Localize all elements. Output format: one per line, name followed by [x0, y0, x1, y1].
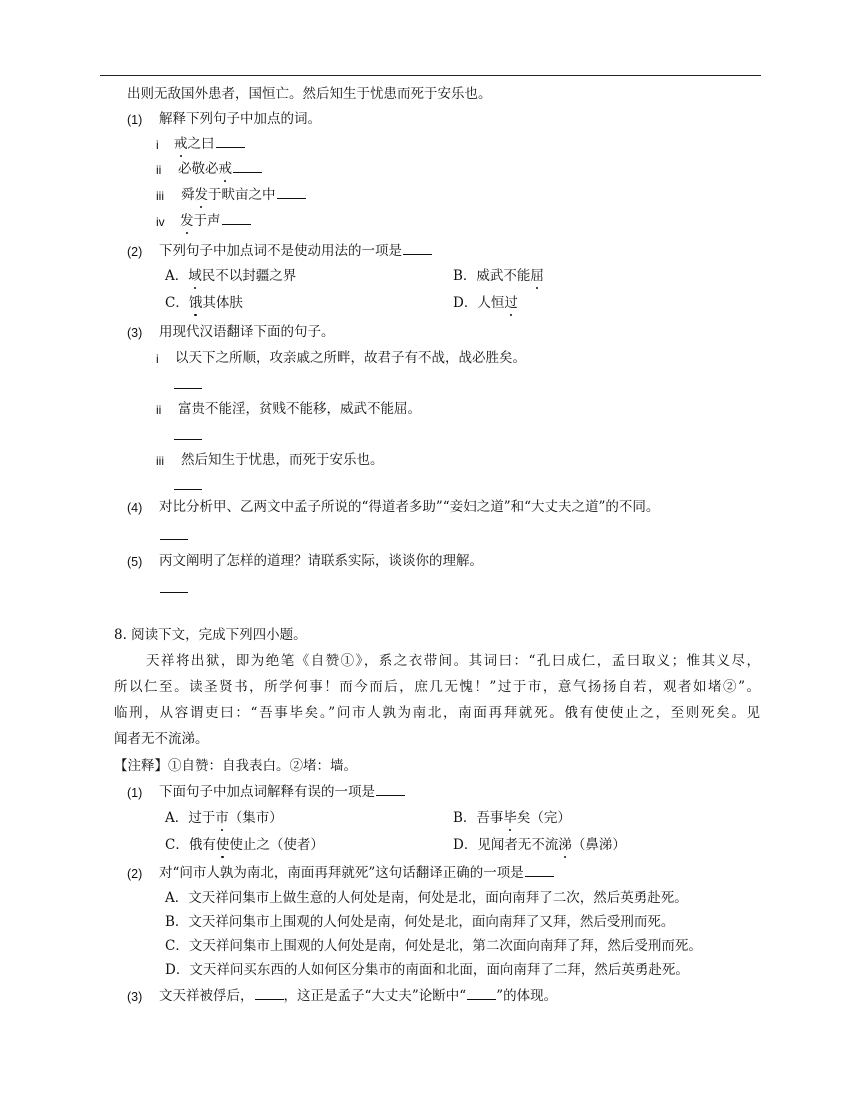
q2-option-d[interactable]: D．人恒过: [453, 295, 518, 311]
q3-number: (3): [127, 326, 143, 340]
emphasis-dot-word: 饿: [188, 295, 203, 311]
emphasis-dot-word: 毕: [503, 810, 517, 826]
emphasis-dot-word: 戒: [218, 161, 232, 177]
s8-q3-text: 文天祥被俘后， ，这正是孟子“大丈夫”论断中“ ”的体现。: [159, 988, 558, 1004]
emphasis-dot-word: 过: [504, 295, 518, 311]
emphasis-dot-word: 发: [180, 213, 194, 229]
answer-blank[interactable]: [467, 987, 496, 1000]
q5-text: 丙文阐明了怎样的道理？请联系实际，谈谈你的理解。: [159, 553, 483, 569]
s8-q1-option-b[interactable]: B．吾事毕矣（完）: [453, 810, 571, 826]
intro-line: 出则无敌国外患者，国恒亡。然后知生于忧患而死于安乐也。: [127, 86, 492, 102]
s8-q3-number: (3): [127, 990, 143, 1004]
q2-option-c[interactable]: C．饿其体肤: [165, 295, 243, 311]
answer-blank[interactable]: [277, 186, 306, 199]
emphasis-dot-word: 发: [194, 187, 208, 203]
emphasis-dot-word: 域: [188, 268, 202, 284]
q1-item: 舜发于畎亩之中: [181, 186, 306, 204]
s8-q2-option-a[interactable]: A．文天祥问集市上做生意的人何处是南，何处是北，面向南拜了二次，然后英勇赴死。: [165, 890, 688, 906]
q3-item: 然后知生于忧患，而死于安乐也。: [181, 452, 384, 468]
q2-number: (2): [127, 245, 143, 259]
answer-blank[interactable]: [216, 135, 245, 148]
q3-item: 富贵不能淫，贫贱不能移，威武不能屈。: [178, 401, 421, 417]
emphasis-dot-word: 屈: [530, 268, 544, 284]
answer-blank[interactable]: [255, 987, 284, 1000]
header-rule: [100, 75, 761, 76]
answer-blank[interactable]: [376, 783, 405, 796]
answer-blank[interactable]: [174, 439, 202, 440]
q5-number: (5): [127, 555, 143, 569]
answer-blank[interactable]: [233, 160, 262, 173]
q4-text: 对比分析甲、乙两文中孟子所说的“得道者多助”“妾妇之道”和“大丈夫之道”的不同。: [159, 499, 660, 515]
q1-item-roman: ii: [156, 163, 162, 177]
s8-q1-option-d[interactable]: D．见闻者无不流涕（鼻涕）: [453, 837, 626, 853]
q3-item-roman: iii: [156, 454, 164, 468]
q2-option-a[interactable]: A．域民不以封疆之界: [165, 268, 297, 284]
s8-q2-option-b[interactable]: B．文天祥问集市上围观的人何处是南，何处是北，面向南拜了又拜，然后受刑而死。: [165, 914, 675, 930]
q1-item-roman: iv: [156, 215, 165, 229]
emphasis-dot-word: 戒: [174, 136, 188, 152]
s8-q1-text: 下面句子中加点词解释有误的一项是: [159, 783, 405, 801]
q3-text: 用现代汉语翻译下面的句子。: [159, 324, 335, 340]
q2-option-b[interactable]: B．威武不能屈: [453, 268, 544, 284]
q1-item: 戒之曰: [174, 135, 245, 153]
q3-item-roman: i: [156, 352, 159, 366]
passage-line: 临刑，从容谓吏曰：“吾事毕矣。”问市人孰为南北，南面再拜就死。俄有使使止之，至则死矣。见: [114, 705, 760, 721]
s8-q2-number: (2): [127, 867, 143, 881]
q1-item: 必敬必戒: [178, 160, 262, 178]
answer-blank[interactable]: [525, 864, 554, 877]
q3-item: 以天下之所顺，攻亲戚之所畔，故君子有不战，战必胜矣。: [175, 350, 526, 366]
annotation-note: 【注释】①自赞：自我表白。②堵：墙。: [114, 758, 357, 774]
emphasis-dot-word: 涕: [558, 837, 572, 853]
q4-number: (4): [127, 501, 143, 515]
passage-line: 天祥将出狱，即为绝笔《自赞①》，系之衣带间。其词曰：“孔曰成仁，孟曰取义；惟其义尽，: [146, 653, 760, 669]
answer-blank[interactable]: [174, 388, 202, 389]
q3-item-roman: ii: [156, 403, 162, 417]
s8-q2-option-c[interactable]: C．文天祥问集市上围观的人何处是南，何处是北，第二次面向南拜了拜，然后受刑而死。: [165, 938, 702, 954]
emphasis-dot-word: 使: [215, 837, 230, 853]
answer-blank[interactable]: [403, 242, 432, 255]
answer-blank[interactable]: [160, 592, 188, 593]
s8-q1-number: (1): [127, 786, 143, 800]
q1-item-roman: i: [156, 138, 159, 152]
passage-line: 所以仁至。读圣贤书，所学何事！而今而后，庶几无愧！”过于市，意气扬扬自若，观者如堵②”。: [114, 679, 760, 695]
s8-q1-option-c[interactable]: C．俄有使使止之（使者）: [165, 837, 324, 853]
q1-item-roman: iii: [156, 189, 164, 203]
s8-q1-option-a[interactable]: A．过于市（集市）: [165, 810, 283, 826]
emphasis-dot-word: 市: [215, 810, 229, 826]
s8-q2-option-d[interactable]: D．文天祥问买东西的人如何区分集市的南面和北面，面向南拜了二拜，然后英勇赴死。: [165, 962, 689, 978]
passage-line: 闻者无不流涕。: [114, 731, 209, 747]
section-8-title: 8. 阅读下文，完成下列四小题。: [114, 627, 307, 643]
q1-number: (1): [127, 113, 143, 127]
answer-blank[interactable]: [222, 212, 251, 225]
q2-text: 下列句子中加点词不是使动用法的一项是: [159, 242, 432, 260]
answer-blank[interactable]: [160, 539, 188, 540]
q1-text: 解释下列句子中加点的词。: [159, 111, 321, 127]
s8-q2-text: 对“问市人孰为南北，南面再拜就死”这句话翻译正确的一项是: [159, 864, 554, 882]
q1-item: 发于声: [180, 212, 251, 230]
answer-blank[interactable]: [174, 489, 202, 490]
